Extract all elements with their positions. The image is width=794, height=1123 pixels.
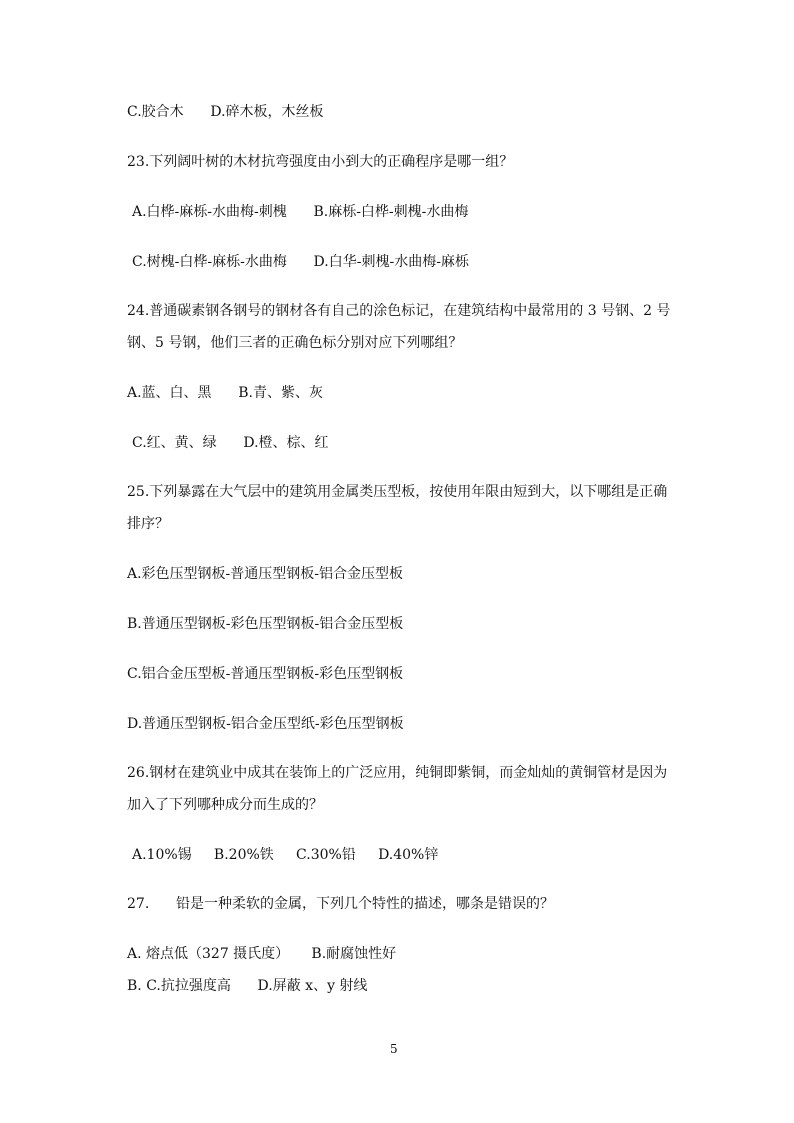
answer-25-d: D.普通压型钢板-铝合金压型纸-彩色压型钢板: [127, 716, 404, 732]
answer-25-b: B.普通压型钢板-彩色压型钢板-铝合金压型板: [127, 616, 404, 632]
page-number: 5: [390, 1042, 398, 1056]
question-25-line-1: 25.下列暴露在大气层中的建筑用金属类压型板，按使用年限由短到大，以下哪组是正确: [127, 484, 668, 500]
answer-line-23-ab: A.白桦-麻栎-水曲梅-刺槐 B.麻栎-白桦-刺槐-水曲梅: [132, 204, 469, 220]
question-26-line-1: 26.钢材在建筑业中成其在装饰上的广泛应用，纯铜即紫铜，而金灿灿的黄铜管材是因为: [127, 765, 668, 781]
answer-line-26: A.10%锡 B.20%铁 C.30%铅 D.40%锌: [132, 847, 439, 863]
answer-25-a: A.彩色压型钢板-普通压型钢板-铝合金压型板: [127, 566, 404, 582]
question-23: 23.下列阔叶树的木材抗弯强度由小到大的正确程序是哪一组？: [127, 154, 514, 170]
answer-line-27-ab: A. 熔点低（327 摄氏度） B.耐腐蚀性好: [127, 946, 397, 962]
answer-line-24-cd: C.红、黄、绿 D.橙、棕、红: [132, 435, 329, 451]
answer-25-c: C.铝合金压型板-普通压型钢板-彩色压型钢板: [127, 666, 404, 682]
question-26-line-2: 加入了下列哪种成分而生成的？: [127, 797, 323, 813]
question-25-line-2: 排序？: [127, 516, 169, 532]
question-24-line-2: 钢、5 号钢，他们三者的正确色标分别对应下列哪组？: [127, 335, 463, 351]
question-24-line-1: 24.普通碳素钢各钢号的钢材各有自己的涂色标记，在建筑结构中最常用的 3 号钢、2 号: [127, 303, 671, 319]
answer-line-23-cd: C.树槐-白桦-麻栎-水曲梅 D.白华-刺槐-水曲梅-麻栎: [132, 254, 469, 270]
answer-line-27-cd: B. C.抗拉强度高 D.屏蔽 x、y 射线: [127, 978, 368, 994]
answer-line-22-cd: C.胶合木 D.碎木板，木丝板: [127, 104, 324, 120]
answer-line-24-ab: A.蓝、白、黑 B.青、紫、灰: [127, 385, 323, 401]
question-27: 27. 铅是一种柔软的金属，下列几个特性的描述，哪条是错误的？: [127, 896, 554, 912]
